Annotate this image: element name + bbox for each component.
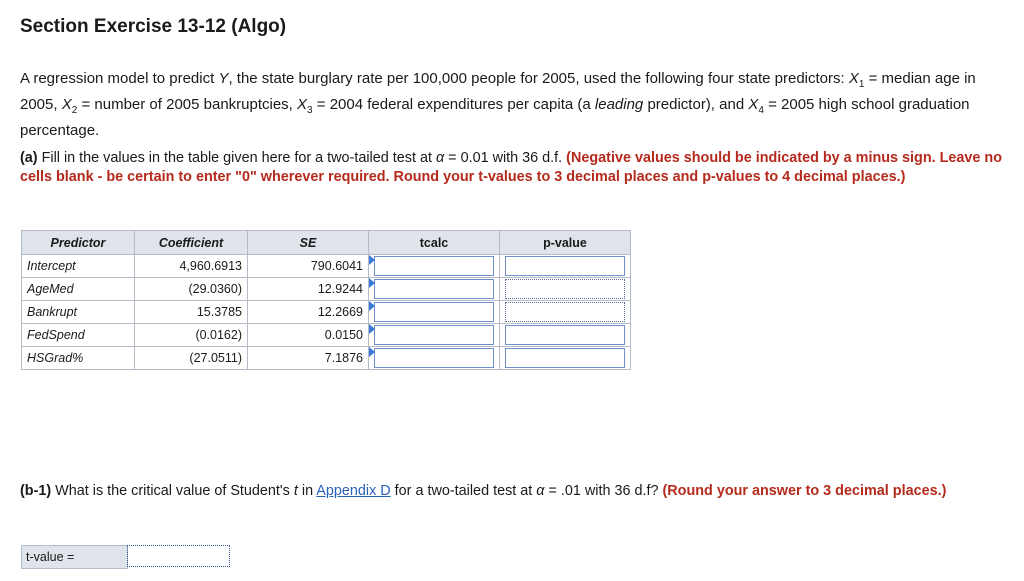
pvalue-input[interactable] — [505, 348, 625, 368]
predictor-cell: AgeMed — [22, 278, 135, 301]
tcalc-input-cell — [369, 324, 500, 347]
pvalue-input-cell — [500, 301, 631, 324]
part-b1-instruction: (Round your answer to 3 decimal places.) — [662, 483, 947, 499]
t-value-answer-row — [21, 545, 230, 569]
part-a-instruction: (Negative values should be indicated by a minus sign. Leave no cells blank - be certain to enter "0" wherever required. Round your t-values to 3 decimal places and p-values to 4 decimal places.) — [20, 150, 1003, 185]
flag-icon — [369, 278, 375, 288]
part-b1-question: (b-1) What is the critical value of Student's t in Appendix D for a two-tailed test at α = .01 with 36 d.f? (Round your answer to 3 decimal places.) — [20, 483, 947, 499]
pvalue-input[interactable] — [505, 256, 625, 276]
coefficient-cell: (29.0360) — [135, 278, 248, 301]
tcalc-input-cell — [369, 347, 500, 370]
predictor-cell: Intercept — [22, 255, 135, 278]
table-row — [22, 301, 631, 324]
header-predictor: Predictor — [22, 231, 135, 255]
header-tcalc: tcalc — [369, 231, 500, 255]
t-value-label: t-value = — [21, 545, 128, 569]
tcalc-input[interactable] — [374, 348, 494, 368]
flag-icon — [369, 301, 375, 311]
coefficient-cell: (0.0162) — [135, 324, 248, 347]
appendix-d-link[interactable]: Appendix D — [316, 483, 391, 499]
pvalue-input-cell — [500, 347, 631, 370]
predictor-cell: Bankrupt — [22, 301, 135, 324]
header-pvalue: p-value — [500, 231, 631, 255]
flag-icon — [369, 347, 375, 357]
flag-icon — [369, 324, 375, 334]
se-cell: 12.9244 — [248, 278, 369, 301]
predictor-cell: FedSpend — [22, 324, 135, 347]
table-row — [22, 255, 631, 278]
pvalue-input-cell — [500, 324, 631, 347]
tcalc-input[interactable] — [374, 325, 494, 345]
se-cell: 7.1876 — [248, 347, 369, 370]
tcalc-input[interactable] — [374, 279, 494, 299]
tcalc-input-cell — [369, 301, 500, 324]
se-cell: 790.6041 — [248, 255, 369, 278]
table-row — [22, 324, 631, 347]
pvalue-input-cell — [500, 278, 631, 301]
tcalc-input-cell — [369, 255, 500, 278]
tcalc-input[interactable] — [374, 256, 494, 276]
table-row — [22, 347, 631, 370]
se-cell: 0.0150 — [248, 324, 369, 347]
regression-table — [21, 230, 631, 370]
pvalue-input[interactable] — [505, 279, 625, 299]
header-coefficient: Coefficient — [135, 231, 248, 255]
part-a-question: (a) Fill in the values in the table given here for a two-tailed test at α = 0.01 with 36 d.f. (Negative values should be indicated by a minus sign. Leave no cells blank - be certain to enter "0" wherever required. Round your t-values to 3 decimal places and p-values to 4 decimal places.) — [20, 150, 1003, 185]
tcalc-input[interactable] — [374, 302, 494, 322]
coefficient-cell: 4,960.6913 — [135, 255, 248, 278]
pvalue-input[interactable] — [505, 302, 625, 322]
tcalc-input-cell — [369, 278, 500, 301]
header-se: SE — [248, 231, 369, 255]
t-value-input[interactable] — [127, 545, 230, 567]
coefficient-cell: (27.0511) — [135, 347, 248, 370]
pvalue-input[interactable] — [505, 325, 625, 345]
problem-intro: A regression model to predict Y, the state burglary rate per 100,000 people for 2005, used the following four state predictors: $X_1$ = median age in 2005, $X_2$ = number of 2005 bankruptcies, $X_3 = 2004$ federal expenditures per capita (a leading predictor), and $X_4 = 2005$ high school graduation percentage. — [20, 70, 976, 139]
page-title: Section Exercise 13-12 (Algo) — [20, 16, 287, 37]
predictor-cell: HSGrad% — [22, 347, 135, 370]
table-row — [22, 278, 631, 301]
pvalue-input-cell — [500, 255, 631, 278]
se-cell: 12.2669 — [248, 301, 369, 324]
flag-icon — [369, 255, 375, 265]
coefficient-cell: 15.3785 — [135, 301, 248, 324]
